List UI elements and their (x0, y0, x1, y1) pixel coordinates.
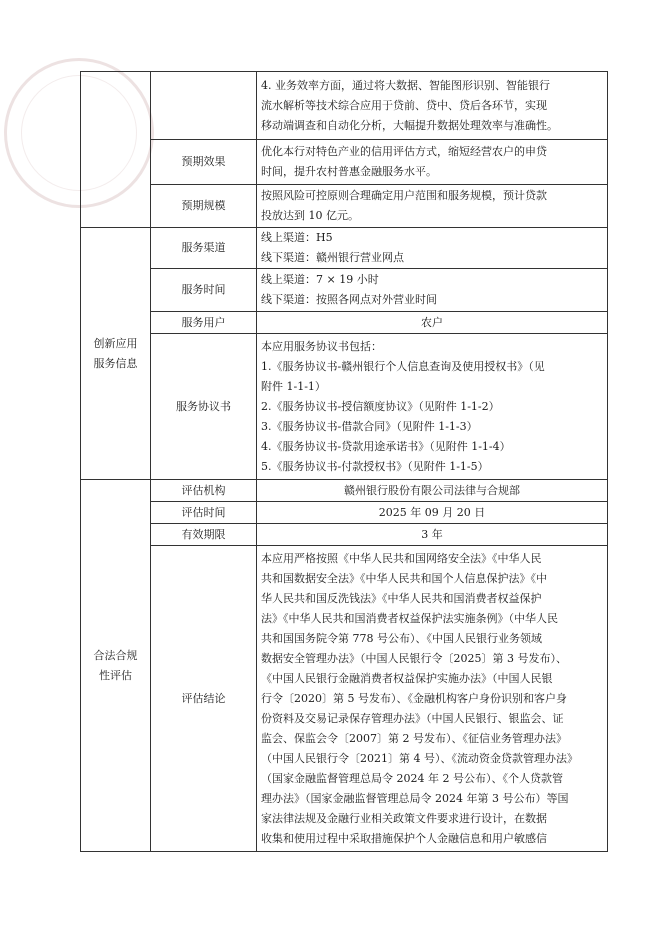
efficiency-label-cell (151, 72, 257, 140)
row-service-channel (81, 228, 608, 269)
conclusion-line: 本应用严格按照《中华人民共和国网络安全法》《中华人民 (261, 551, 542, 565)
expected-scale-value (257, 185, 608, 228)
expected-effect-line: 时间，提升农村普惠金融服务水平。 (261, 165, 437, 178)
row-service-time (81, 269, 608, 312)
conclusion-line: （中国人民银行令〔2021〕第 4 号）、《流动资金贷款管理办法》 (261, 751, 578, 765)
expected-effect-line: 优化本行对特色产业的信用评估方式，缩短经营农户的申贷 (261, 145, 547, 158)
conclusion-line: 华人民共和国反洗钱法》《中华人民共和国消费者权益保护 (261, 591, 542, 605)
validity-value: 3 年 (257, 524, 608, 546)
conclusion-line: 监会、保监会令〔2007〕第 2 号发布）、《征信业务管理办法》 (261, 731, 567, 745)
service-channel-line: 线下渠道：赣州银行营业网点 (261, 251, 404, 264)
row-eval-conclusion (81, 546, 608, 852)
conclusion-line: 收集和使用过程中采取措施保护个人金融信息和用户敏感信 (261, 831, 547, 845)
service-agreement-value (257, 334, 608, 480)
agreement-line: 4.《服务协议书-贷款用途承诺书》（见附件 1-1-4） (261, 439, 511, 453)
conclusion-line: 数据安全管理办法》（中国人民银行令〔2025〕第 3 号发布）、 (261, 651, 567, 665)
service-info-category: 创新应用服务信息 (81, 228, 151, 480)
validity-label: 有效期限 (151, 524, 257, 546)
expected-scale-label: 预期规模 (151, 185, 257, 228)
efficiency-line: 移动端调查和自动化分析，大幅提升数据处理效率与准确性。 (261, 118, 558, 132)
conclusion-line: 份资料及交易记录保存管理办法》（中国人民银行、银监会、证 (261, 711, 564, 725)
row-expected-scale (81, 185, 608, 228)
row-eval-org (81, 480, 608, 502)
conclusion-line: 《中国人民银行金融消费者权益保护实施办法》（中国人民银 (261, 671, 553, 685)
conclusion-line: 理办法》（国家金融监督管理总局令 2024 年第 3 号公布）等国 (261, 791, 569, 805)
conclusion-line: 行令〔2020〕第 5 号发布）、《金融机构客户身份识别和客户身 (261, 691, 567, 705)
expected-effect-value (257, 140, 608, 185)
row-service-users (81, 312, 608, 334)
continued-category-cell (81, 72, 151, 228)
service-channel-line: 线上渠道：H5 (261, 231, 333, 244)
row-service-agreement (81, 334, 608, 480)
eval-time-label: 评估时间 (151, 502, 257, 524)
compliance-category: 合法合规性评估 (81, 480, 151, 852)
eval-org-label: 评估机构 (151, 480, 257, 502)
conclusion-line: 法》《中华人民共和国消费者权益保护法实施条例》（中华人民 (261, 611, 558, 625)
efficiency-value (257, 72, 608, 140)
eval-conclusion-value (257, 546, 608, 852)
agreement-line: 5.《服务协议书-付款授权书》（见附件 1-1-5） (261, 459, 489, 473)
agreement-line: 2.《服务协议书-授信额度协议》（见附件 1-1-2） (261, 399, 500, 413)
expected-effect-label: 预期效果 (151, 140, 257, 185)
eval-time-value: 2025 年 09 月 20 日 (257, 502, 608, 524)
agreement-line: 本应用服务协议书包括： (261, 339, 382, 353)
conclusion-line: 共和国国务院令第 778 号公布）、《中国人民银行业务领域 (261, 631, 542, 645)
efficiency-line: 流水解析等技术综合应用于贷前、贷中、贷后各环节，实现 (261, 98, 547, 112)
row-eval-time (81, 502, 608, 524)
row-validity (81, 524, 608, 546)
service-agreement-label: 服务协议书 (151, 334, 257, 480)
service-users-value: 农户 (257, 312, 608, 334)
service-time-label: 服务时间 (151, 269, 257, 312)
agreement-line: 1.《服务协议书-赣州银行个人信息查询及使用授权书》（见 (261, 359, 545, 373)
eval-conclusion-label: 评估结论 (151, 546, 257, 852)
service-time-line: 线下渠道：按照各网点对外营业时间 (261, 293, 437, 306)
service-time-line: 线上渠道：7 × 19 小时 (261, 273, 379, 286)
application-info-table (80, 71, 608, 852)
conclusion-line: 家法律法规及金融行业相关政策文件要求进行设计，在数据 (261, 811, 547, 825)
efficiency-line: 4. 业务效率方面，通过将大数据、智能图形识别、智能银行 (261, 78, 550, 92)
agreement-line: 3.《服务协议书-借款合同》（见附件 1-1-3） (261, 419, 478, 433)
conclusion-line: （国家金融监督管理总局令 2024 年 2 号公布）、《个人贷款管 (261, 771, 563, 785)
agreement-line: 附件 1-1-1） (261, 379, 326, 393)
row-expected-effect (81, 140, 608, 185)
conclusion-line: 共和国数据安全法》《中华人民共和国个人信息保护法》《中 (261, 571, 547, 585)
service-time-value (257, 269, 608, 312)
service-channel-value (257, 228, 608, 269)
eval-org-value: 赣州银行股份有限公司法律与合规部 (257, 480, 608, 502)
service-channel-label: 服务渠道 (151, 228, 257, 269)
service-users-label: 服务用户 (151, 312, 257, 334)
row-efficiency (81, 72, 608, 140)
expected-scale-line: 投放达到 10 亿元。 (261, 209, 359, 222)
expected-scale-line: 按照风险可控原则合理确定用户范围和服务规模，预计贷款 (261, 189, 547, 202)
